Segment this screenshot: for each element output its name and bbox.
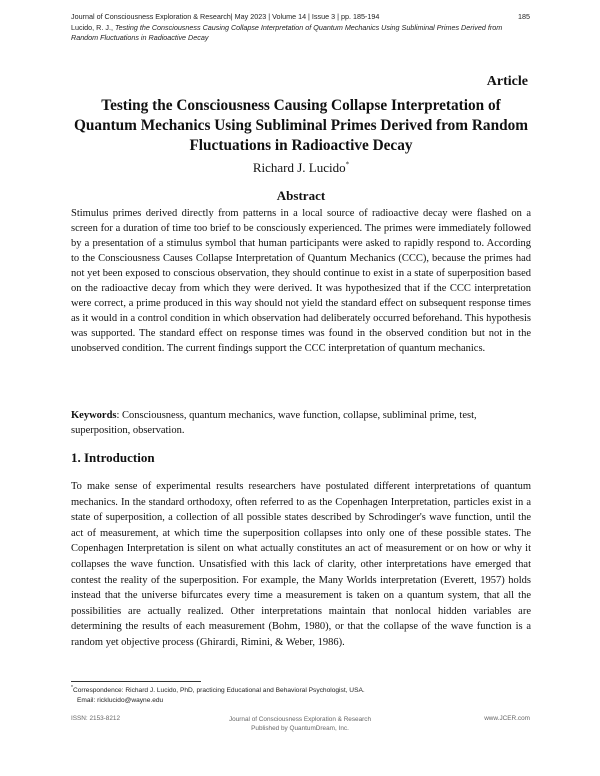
citation-title: Testing the Consciousness Causing Collapse Interpretation of Quantum Mechanics Using Subliminal Primes Derived from Random Fluctuations in Radioactive Decay bbox=[71, 22, 503, 42]
author-email: Email: ricklucido@wayne.edu bbox=[77, 697, 164, 705]
citation-prefix: Lucido, R. J., bbox=[71, 22, 115, 32]
introduction-heading: 1. Introduction bbox=[71, 450, 155, 465]
footnote-rule bbox=[71, 681, 201, 682]
article-type-label: Article bbox=[486, 74, 528, 89]
footnote bbox=[71, 683, 531, 706]
keywords bbox=[71, 408, 531, 438]
footer-website-link[interactable]: www.JCER.com bbox=[484, 715, 530, 722]
citation-line bbox=[71, 23, 531, 44]
keywords-list: : Consciousness, quantum mechanics, wave function, collapse, subliminal prime, test, superposition, observation. bbox=[71, 410, 477, 436]
author-footnote-mark: * bbox=[345, 160, 350, 169]
footer-issn: ISSN: 2153-8212 bbox=[71, 715, 121, 722]
page-number: 185 bbox=[518, 12, 530, 21]
author-line bbox=[71, 160, 531, 176]
article-title: Testing the Consciousness Causing Collapse Interpretation of Quantum Mechanics Using Subliminal Primes Derived from Random Fluctuations in Radioactive Decay bbox=[74, 97, 528, 154]
footnote-mark: * bbox=[71, 685, 73, 691]
abstract-text: Stimulus primes derived directly from patterns in a local source of radioactive decay were flashed on a screen for a duration of time too brief to be consciously experienced. The primes were immediately followed by a presentation of a stimulus symbol that human participants were asked to rapidly respond to. According to the Consciousness Causes Collapse Interpretation of Quantum Mechanics (CCC), because the primes had not yet been exposed to conscious observation, they should continue to exist in a state of superposition based on the radioactive decay from which they were derived. It was hypothesized that if the CCC interpretation were correct, a prime produced in this way should not yield the standard effect on subsequent response times as it would in a control condition in which observation had deliberately occurred beforehand. This hypothesis was supported. The standard effect on response times was found in the observed condition but not in the unobserved condition. The current findings support the CCC interpretation of quantum mechanics. bbox=[71, 208, 531, 354]
running-header bbox=[71, 12, 531, 44]
keywords-label: Keywords bbox=[71, 410, 117, 421]
correspondence-line bbox=[71, 683, 531, 696]
footer-journal-name: Journal of Consciousness Exploration & Research bbox=[228, 716, 372, 723]
correspondence-text: Correspondence: Richard J. Lucido, PhD, practicing Educational and Behavioral Psychologist, USA. bbox=[72, 687, 365, 695]
footer-publisher: Published by QuantumDream, Inc. bbox=[251, 725, 349, 732]
introduction-text: To make sense of experimental results researchers have postulated different interpretations of quantum mechanics. In the standard orthodoxy, often referred to as the Copenhagen Interpretation, particles exist in a state of superposition, a collection of all possible states described by Schrodinger's wave function, until the act of measurement, at which time the superposition collapses into only one of these possible states. The Copenhagen Interpretation is silent on what actually constitutes an act of measurement or on how or why it collapses the wave function. Unsatisfied with this lack of clarity, other interpretations have emerged that contest the reality of the superposition. For example, the Many Worlds interpretation (Everett, 1957) holds instead that the universe bifurcates every time a measurement is taken on a quantum system, that all the possibilities are actually realized. Other interpretations maintain that nonlocal hidden variables are determining the results of each measurement (Bohm, 1980), or that the collapse of the wave function is a random yet objective process (Ghirardi, Rimini, & Weber, 1986). bbox=[71, 481, 531, 648]
journal-issue-line: Journal of Consciousness Exploration & Research| May 2023 | Volume 14 | Issue 3 | pp. 185-194 bbox=[71, 12, 380, 21]
author-name: Richard J. Lucido bbox=[252, 160, 346, 175]
footer-journal bbox=[200, 715, 400, 733]
abstract-heading: Abstract bbox=[276, 188, 326, 203]
